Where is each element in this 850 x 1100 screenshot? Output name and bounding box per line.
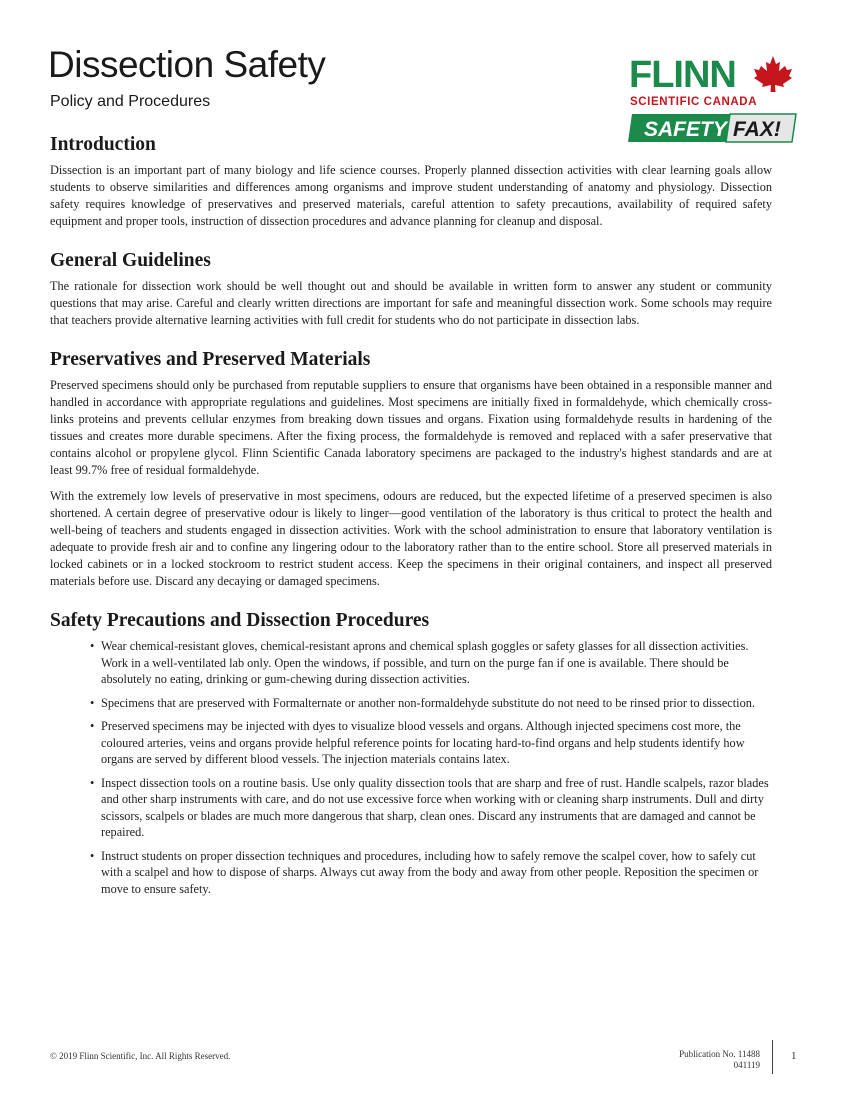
page-subtitle: Policy and Procedures [50, 93, 211, 110]
main-content [50, 134, 772, 917]
bullet-icon: • [90, 639, 95, 653]
publication-code: 041119 [733, 1060, 760, 1070]
page-number: 1 [791, 1050, 797, 1062]
section-procedures [50, 610, 772, 897]
heading-procedures: Safety Precautions and Dissection Procedures [50, 610, 430, 631]
list-item-text: Specimens that are preserved with Formalternate or another non-formaldehyde substitute do not need to be rinsed prior to dissection. [101, 695, 755, 710]
publication-number: Publication No. 11488 [679, 1049, 760, 1059]
general-paragraph: The rationale for dissection work should be well thought out and should be available in written form to answer any student or community questions that may arise. Careful and clearly written directions are important for safe and meaningful dissection work. Some schools may require that teachers provide alternative learning activities with full credit for students who do not participate in dissection labs. [50, 279, 772, 327]
intro-paragraph: Dissection is an important part of many biology and life science courses. Properly planned dissection activities with clear learning goals allow students to observe similarities and differences among organisms and improve student understanding of anatomy and physiology. Dissection safety requires knowledge of preservatives and preserved materials, careful attention to safety precautions, availability of required safety equipment and proper tools, instruction of dissection procedures and advance planning for cleanup and disposal. [50, 163, 772, 228]
maple-leaf-icon [754, 56, 792, 92]
list-item-text: Inspect dissection tools on a routine basis. Use only quality dissection tools that are sharp and free of rust. Handle scalpels, razor blades and other sharp instruments with care, and do not use excessive force when working with or cleaning sharp instruments. Dull and dirty scissors, scalpels or blades are much more dangerous that sharp, clean ones. Discard any instruments that are damaged and cannot be repaired. [101, 775, 769, 839]
footer-divider [772, 1040, 773, 1074]
procedures-list [90, 638, 772, 897]
logo-brand-text: FLINN [629, 54, 736, 96]
bullet-icon: • [90, 695, 95, 710]
bullet-icon: • [90, 719, 95, 733]
heading-introduction: Introduction [50, 134, 156, 155]
footer-copyright: © 2019 Flinn Scientific, Inc. All Rights Reserved. [50, 1051, 231, 1061]
logo-fax-text: FAX! [733, 118, 781, 141]
list-item-text: Instruct students on proper dissection techniques and procedures, including how to safely remove the scalpel cover, how to safely cut with a scalpel and how to dispose of sharps. Always cut away from the body and away from other people. Reposition the specimen or move to ensure safety. [101, 848, 759, 896]
preservatives-paragraph-1: Preserved specimens should only be purchased from reputable suppliers to ensure that organisms have been obtained in a responsible manner and handled in accordance with appropriate regulations and guidelines. Most specimens are initially fixed in formaldehyde, which chemically cross-links proteins and prevents cellular enzymes from breaking down tissues and organs. Fixation using formaldehyde results in hardening of the tissues and creates more durable specimens. After the fixing process, the formaldehyde is removed and replaced with a safer preservative that contains alcohol or propylene glycol. Flinn Scientific Canada laboratory specimens are packaged to the industry's highest standards and are at least 99.7% free of residual formaldehyde. [50, 378, 772, 477]
list-item [90, 695, 772, 712]
heading-general-guidelines: General Guidelines [50, 250, 211, 271]
bullet-icon: • [90, 775, 95, 790]
section-introduction [50, 134, 772, 230]
page-title: Dissection Safety [48, 44, 326, 85]
list-item-text: Wear chemical-resistant gloves, chemical-resistant aprons and chemical splash goggles or safety glasses for all dissection activities. Work in a well-ventilated lab only. Open the windows, if possible, and turn on the purge fan if one is available. There should be absolutely no eating, drinking or gum-chewing during dissection activities. [101, 639, 749, 686]
bullet-icon: • [90, 848, 95, 863]
logo-safety-text: SAFETY [644, 118, 727, 141]
preservatives-paragraph-2: With the extremely low levels of preservative in most specimens, odours are reduced, but the expected lifetime of a preserved specimen is also shortened. A certain degree of preservative odour is likely to linger—good ventilation of the laboratory is thus critical to protect the health and well-being of teachers and students engaged in dissection activities. Work with the school administration to ensure that laboratory ventilation is adequate to provide fresh air and to confine any lingering odour to the laboratory rather than to the entire school. Store all preserved materials in locked cabinets or in a locked stockroom to restrict student access. Keep the specimens in their original containers, and inspect all preserved materials before use. Discard any decaying or damaged specimens. [50, 489, 772, 588]
list-item [90, 775, 772, 841]
heading-preservatives: Preservatives and Preserved Materials [50, 349, 371, 370]
list-item [90, 638, 772, 688]
list-item [90, 848, 772, 898]
section-preservatives [50, 349, 772, 590]
footer-publication-info [630, 1049, 760, 1071]
list-item-text: Preserved specimens may be injected with dyes to visualize blood vessels and organs. Although injected specimens cost more, the coloured arteries, veins and organs provide helpful reference points for locating hard-to-find organs and help students identify how organs are served by different blood vessels. The injection materials contains latex. [101, 719, 745, 766]
list-item [90, 718, 772, 768]
logo-line2-text: SCIENTIFIC CANADA [630, 96, 758, 108]
section-general-guidelines [50, 250, 772, 329]
